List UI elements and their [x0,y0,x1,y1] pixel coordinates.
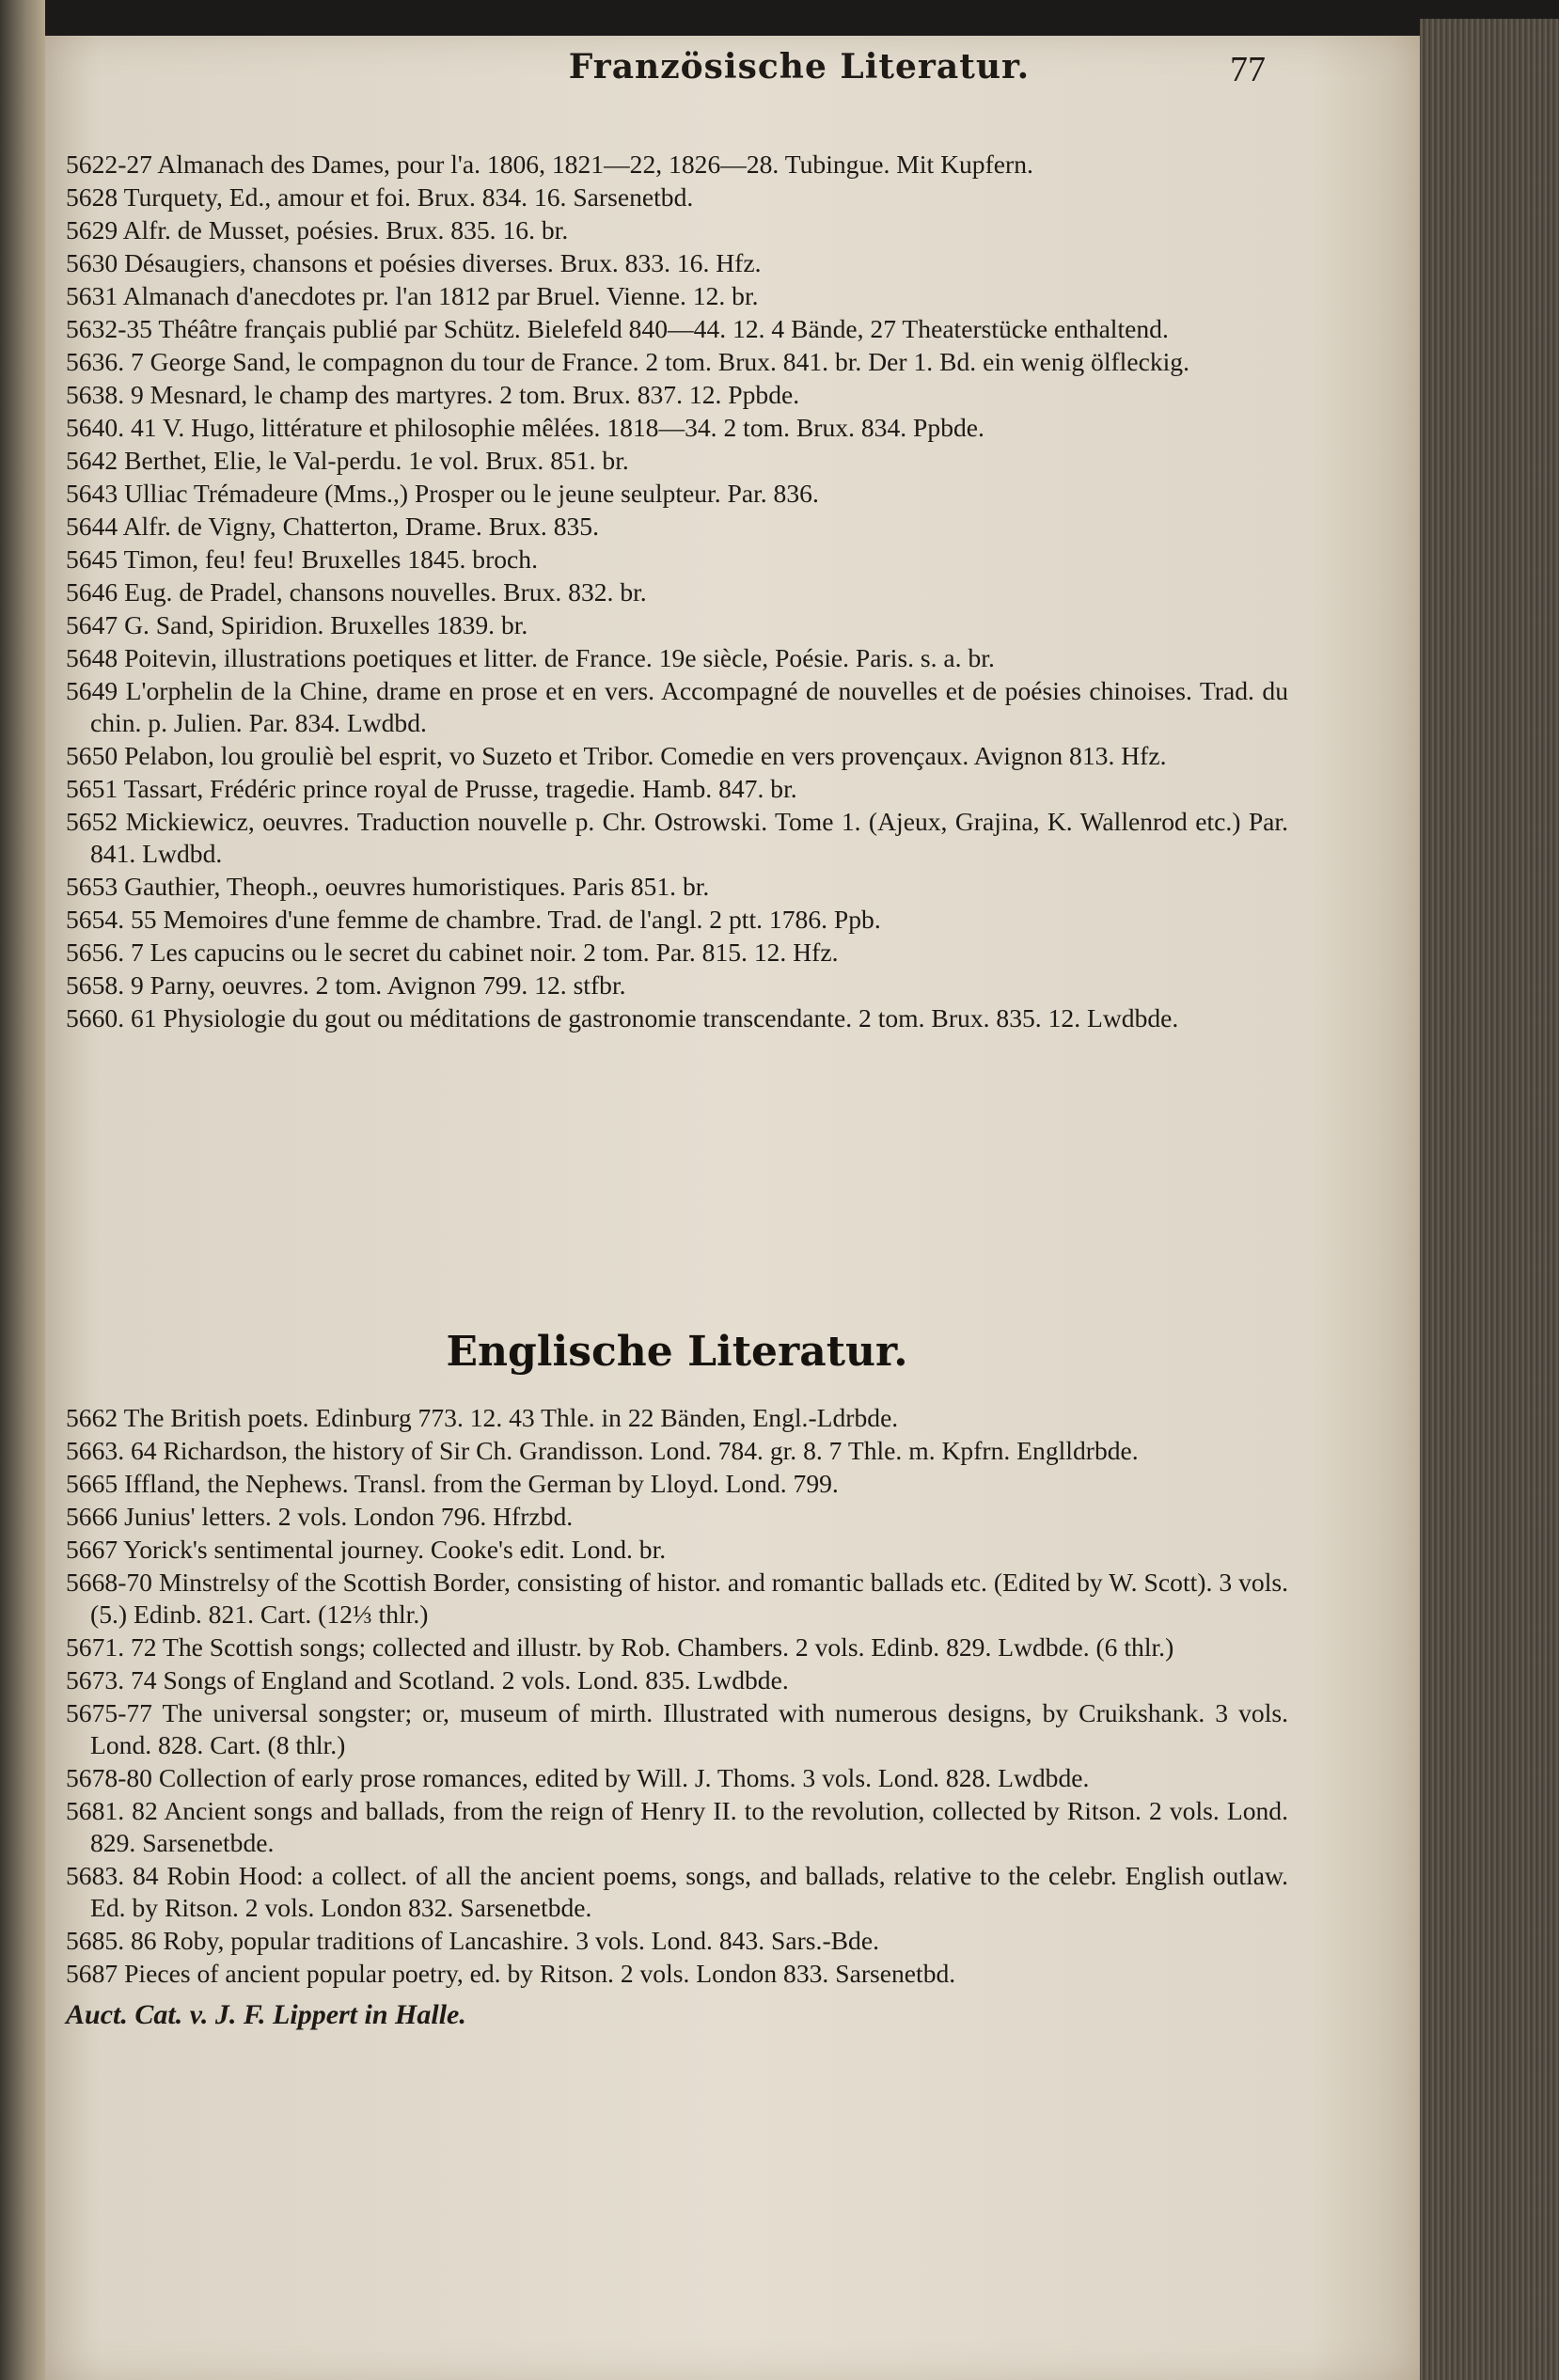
catalog-entry: 5668-70 Minstrelsy of the Scottish Border, consisting of histor. and romantic ballads etc. (Edited by W. Scott). 3 vols. (5.) Edinb. 821. Cart. (12⅓ thlr.) [66,1568,1288,1629]
catalog-entry: 5632-35 Théâtre français publié par Schütz. Bielefeld 840—44. 12. 4 Bände, 27 Theaterstücke enthaltend. [66,314,1169,343]
catalog-entry: 5630 Désaugiers, chansons et poésies diverses. Brux. 833. 16. Hfz. [66,248,762,277]
catalog-entry: 5628 Turquety, Ed., amour et foi. Brux. 834. 16. Sarsenetbd. [66,182,694,212]
catalog-entry: 5658. 9 Parny, oeuvres. 2 tom. Avignon 799. 12. stfbr. [66,970,626,1000]
running-head: Französische Literatur. [568,47,1031,87]
catalog-entry: 5681. 82 Ancient songs and ballads, from the reign of Henry II. to the revolution, collected by Ritson. 2 vols. Lond. 829. Sarsenetbde. [66,1796,1288,1857]
catalog-entry: 5675-77 The universal songster; or, museum of mirth. Illustrated with numerous designs, by Cruikshank. 3 vols. Lond. 828. Cart. (8 thlr.) [66,1698,1288,1759]
section-title: Englische Literatur. [446,1328,908,1376]
french-literature-section [66,149,1288,1035]
catalog-entry: 5631 Almanach d'anecdotes pr. l'an 1812 par Bruel. Vienne. 12. br. [66,281,759,310]
catalog-entry: 5650 Pelabon, lou grouliè bel esprit, vo Suzeto et Tribor. Comedie en vers provençaux. Avignon 813. Hfz. [66,741,1167,770]
page-number: 77 [1230,50,1266,89]
catalog-entry: 5663. 64 Richardson, the history of Sir Ch. Grandisson. Lond. 784. gr. 8. 7 Thle. m. Kpfrn. Englldrbde. [66,1436,1139,1465]
catalog-entry: 5671. 72 The Scottish songs; collected and illustr. by Rob. Chambers. 2 vols. Edinb. 829. Lwdbde. (6 thlr.) [66,1632,1174,1662]
catalog-entry: 5636. 7 George Sand, le compagnon du tour de France. 2 tom. Brux. 841. br. Der 1. Bd. ein wenig ölfleckig. [66,347,1189,376]
catalog-entry: 5652 Mickiewicz, oeuvres. Traduction nouvelle p. Chr. Ostrowski. Tome 1. (Ajeux, Grajina, K. Wallenrod etc.) Par. 841. Lwdbd. [66,807,1288,868]
catalog-entry: 5687 Pieces of ancient popular poetry, ed. by Ritson. 2 vols. London 833. Sarsenetbd. [66,1959,956,1988]
catalog-entry: 5685. 86 Roby, popular traditions of Lancashire. 3 vols. Lond. 843. Sars.-Bde. [66,1926,879,1955]
english-literature-section [66,1307,1288,2031]
catalog-entry: 5662 The British poets. Edinburg 773. 12. 43 Thle. in 22 Bänden, Engl.-Ldrbde. [66,1403,899,1432]
catalog-entry: 5651 Tassart, Frédéric prince royal de Prusse, tragedie. Hamb. 847. br. [66,774,797,803]
catalog-entry: 5622-27 Almanach des Dames, pour l'a. 1806, 1821—22, 1826—28. Tubingue. Mit Kupfern. [66,150,1033,179]
catalog-entry: 5638. 9 Mesnard, le champ des martyres. 2 tom. Brux. 837. 12. Ppbde. [66,380,800,409]
book-page-edges [1420,19,1559,2380]
catalog-entry: 5673. 74 Songs of England and Scotland. 2 vols. Lond. 835. Lwdbde. [66,1665,789,1694]
catalog-entry: 5645 Timon, feu! feu! Bruxelles 1845. broch. [66,544,538,574]
catalog-entry: 5667 Yorick's sentimental journey. Cooke's edit. Lond. br. [66,1535,667,1564]
catalog-entry: 5642 Berthet, Elie, le Val-perdu. 1e vol. Brux. 851. br. [66,446,629,475]
catalog-entry: 5629 Alfr. de Musset, poésies. Brux. 835. 16. br. [66,215,569,244]
facing-page-edge [0,0,45,2380]
catalog-entry: 5640. 41 V. Hugo, littérature et philosophie mêlées. 1818—34. 2 tom. Brux. 834. Ppbde. [66,413,984,442]
catalog-entry: 5644 Alfr. de Vigny, Chatterton, Drame. Brux. 835. [66,512,600,541]
catalog-entry: 5683. 84 Robin Hood: a collect. of all the ancient poems, songs, and ballads, relative to the celebr. English outlaw. Ed. by Ritson. 2 vols. London 832. Sarsenetbde. [66,1861,1288,1922]
catalog-entry: 5646 Eug. de Pradel, chansons nouvelles. Brux. 832. br. [66,577,647,607]
catalog-entry: 5654. 55 Memoires d'une femme de chambre. Trad. de l'angl. 2 ptt. 1786. Ppb. [66,905,881,934]
catalog-entry: 5666 Junius' letters. 2 vols. London 796. Hfrzbd. [66,1502,574,1531]
catalog-entry: 5665 Iffland, the Nephews. Transl. from the German by Lloyd. Lond. 799. [66,1469,839,1498]
catalog-entry: 5648 Poitevin, illustrations poetiques et litter. de France. 19e siècle, Poésie. Paris. s. a. br. [66,643,995,672]
catalog-entry: 5656. 7 Les capucins ou le secret du cabinet noir. 2 tom. Par. 815. 12. Hfz. [66,938,839,967]
catalog-entry: 5653 Gauthier, Theoph., oeuvres humoristiques. Paris 851. br. [66,872,710,901]
catalog-entry: 5643 Ulliac Trémadeure (Mms.,) Prosper ou le jeune seulpteur. Par. 836. [66,479,819,508]
catalog-entry: 5678-80 Collection of early prose romances, edited by Will. J. Thoms. 3 vols. Lond. 828. Lwdbde. [66,1763,1090,1792]
catalog-entry: 5649 L'orphelin de la Chine, drame en prose et en vers. Accompagné de nouvelles et de poésies chinoises. Trad. du chin. p. Julien. Par. 834. Lwdbd. [66,676,1288,737]
catalog-entry: 5647 G. Sand, Spiridion. Bruxelles 1839. br. [66,610,528,639]
catalog-footer: Auct. Cat. v. J. F. Lippert in Halle. [66,1999,466,2030]
catalog-entry: 5660. 61 Physiologie du gout ou méditations de gastronomie transcendante. 2 tom. Brux. 835. 12. Lwdbde. [66,1003,1179,1032]
